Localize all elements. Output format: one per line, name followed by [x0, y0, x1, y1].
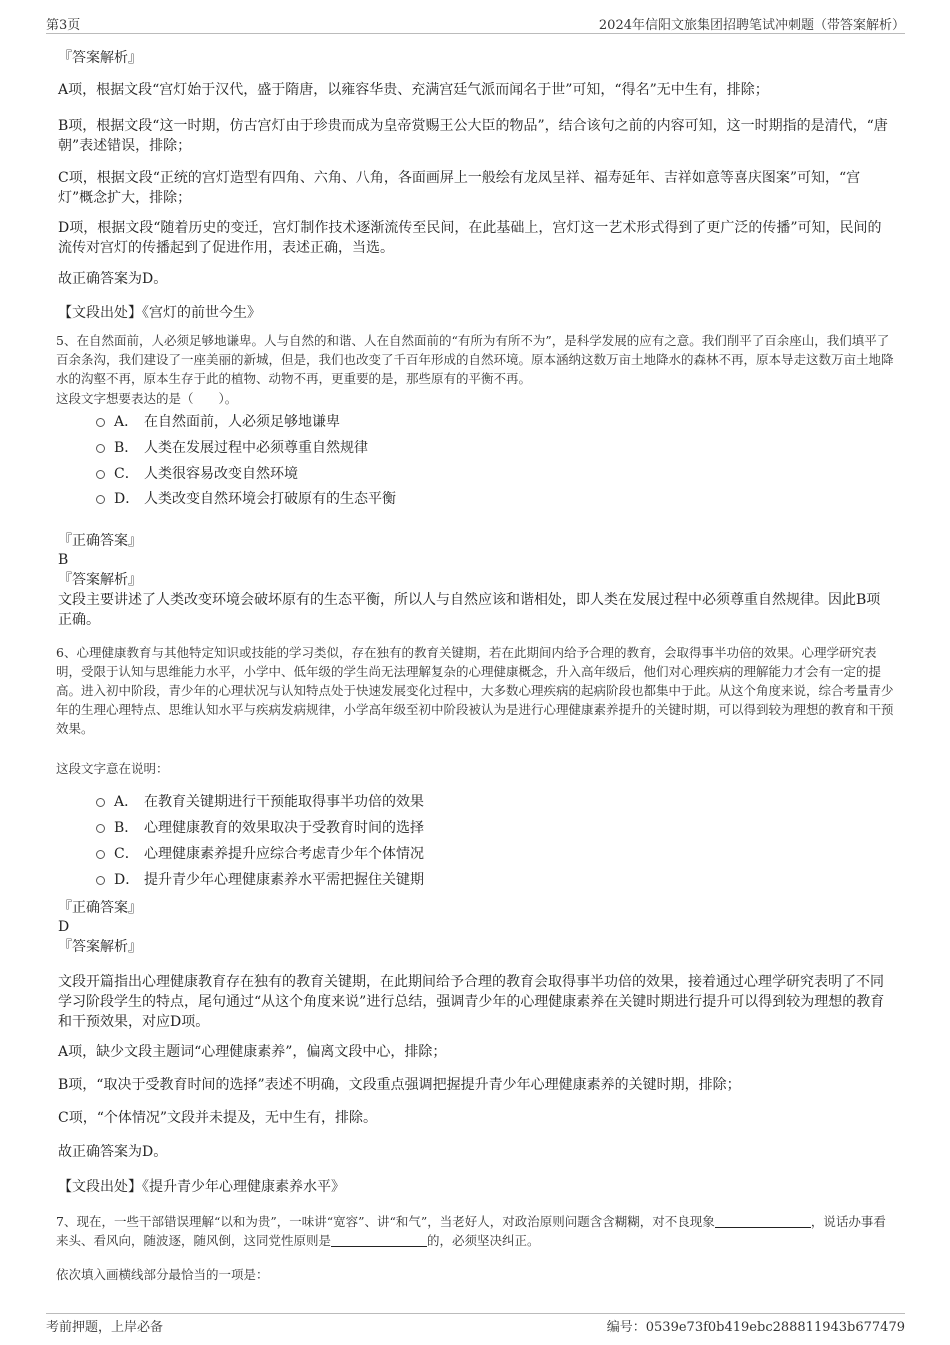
header-divider	[46, 33, 905, 34]
option-d[interactable]: D． 提升青少年心理健康素养水平需把握住关键期	[96, 870, 424, 890]
correct-answer-label: 『正确答案』	[58, 900, 142, 916]
radio-icon[interactable]	[96, 444, 105, 453]
fill-blank[interactable]	[715, 1215, 811, 1228]
option-b[interactable]: B． 心理健康教育的效果取决于受教育时间的选择	[96, 818, 424, 838]
analysis-paragraph: 文段主要讲述了人类改变环境会破坏原有的生态平衡，所以人与自然应该和谐相处，即人类在发展过程中必须尊重自然规律。因此B项正确。	[58, 592, 881, 628]
option-a[interactable]: A． 在自然面前，人必须足够地谦卑	[96, 412, 340, 432]
question-prompt: 依次填入画横线部分最恰当的一项是：	[56, 1267, 269, 1282]
radio-icon[interactable]	[96, 495, 105, 504]
analysis-paragraph: A项，缺少文段主题词“心理健康素养”，偏离文段中心，排除；	[58, 1044, 447, 1060]
question-text: 5、在自然面前，人必须足够地谦卑。人与自然的和谐、人在自然面前的“有所为有所不为”，是科学发展的应有之意。我们削平了百余座山，我们填平了百余条沟，我们建设了一座美丽的新城，但是，我们也改变了千百年形成的自然环境。原本涵纳这数万亩土地降水的森林不再，原本导走这数万亩土地降水的沟壑不再，原本生存于此的植物、动物不再，更重要的是，那些原有的平衡不再。	[56, 333, 894, 386]
option-a[interactable]: A． 在教育关键期进行干预能取得事半功倍的效果	[96, 792, 424, 812]
source-citation: 【文段出处】《提升青少年心理健康素养水平》	[58, 1179, 345, 1195]
analysis-paragraph: 文段开篇指出心理健康教育存在独有的教育关键期，在此期间给予合理的教育会取得事半功倍的效果，接着通过心理学研究表明了不同学习阶段学生的特点，尾句通过“从这个角度来说”进行总结，强调青少年的心理健康素养在关键时期进行提升可以得到较为理想的教育和干预效果，对应D项。	[58, 974, 885, 1030]
option-c[interactable]: C． 心理健康素养提升应综合考虑青少年个体情况	[96, 844, 424, 864]
radio-icon[interactable]	[96, 824, 105, 833]
analysis-paragraph: B项，“取决于受教育时间的选择”表述不明确，文段重点强调把握提升青少年心理健康素养的关键时期，排除；	[58, 1077, 741, 1093]
question-text: 7、现在，一些干部错误理解“以和为贵”，一味讲“宽容”、讲“和气”，当老好人，对政治原则问题含含糊糊，对不良现象 ，说话办事看来头、看风向，随波逐，随风倒，这同党性原则是 的，必须坚决纠正。	[56, 1214, 886, 1248]
radio-icon[interactable]	[96, 470, 105, 479]
option-d[interactable]: D． 人类改变自然环境会打破原有的生态平衡	[96, 489, 396, 509]
radio-icon[interactable]	[96, 798, 105, 807]
correct-answer-label: 『正确答案』	[58, 533, 142, 549]
correct-answer: D	[58, 919, 70, 935]
analysis-paragraph: A项，根据文段“宫灯始于汉代，盛于隋唐，以雍容华贵、充满宫廷气派而闻名于世”可知，“得名”无中生有，排除；	[58, 82, 769, 98]
analysis-label: 『答案解析』	[58, 939, 142, 955]
analysis-paragraph: B项，根据文段“这一时期，仿古宫灯由于珍贵而成为皇帝赏赐王公大臣的物品”，结合该句之前的内容可知，这一时期指的是清代，“唐朝”表述错误，排除；	[58, 118, 888, 154]
question-text: 6、心理健康教育与其他特定知识或技能的学习类似，存在独有的教育关键期，若在此期间内给予合理的教育，会取得事半功倍的效果。心理学研究表明，受限于认知与思维能力水平，小学中、低年级的学生尚无法理解复杂的心理健康概念，升入高年级后，他们对心理疾病的理解能力才会有一定的提高。进入初中阶段，青少年的心理状况与认知特点处于快速发展变化过程中，大多数心理疾病的起病阶段也都集中于此。从这个角度来说，综合考量青少年的生理心理特点、思维认知水平与疾病发病规律，小学高年级至初中阶段被认为是进行心理健康素养提升的关键时期，可以得到较为理想的教育和干预效果。	[56, 645, 894, 736]
fill-blank[interactable]	[331, 1234, 427, 1247]
analysis-paragraph: C项，根据文段“正统的宫灯造型有四角、六角、八角，各面画屏上一般绘有龙凤呈祥、福寿延年、吉祥如意等喜庆图案”可知，“宫灯”概念扩大，排除；	[58, 170, 861, 206]
footer-divider	[46, 1313, 905, 1314]
page-number: 第3页	[46, 18, 81, 33]
document-title: 2024年信阳文旅集团招聘笔试冲刺题（带答案解析）	[598, 18, 905, 33]
question-prompt: 这段文字意在说明：	[56, 761, 169, 776]
correct-answer: B	[58, 552, 69, 568]
page-header	[0, 0, 950, 36]
footer-slogan: 考前押题，上岸必备	[46, 1320, 164, 1335]
source-citation: 【文段出处】《宫灯的前世今生》	[58, 305, 261, 321]
radio-icon[interactable]	[96, 876, 105, 885]
document-id: 编号：0539e73f0b419ebc288811943b677479	[606, 1320, 905, 1335]
analysis-paragraph: C项，“个体情况”文段并未提及，无中生有，排除。	[58, 1110, 378, 1126]
analysis-paragraph: D项，根据文段“随着历史的变迁，宫灯制作技术逐渐流传至民间，在此基础上，宫灯这一艺术形式得到了更广泛的传播”可知，民间的流传对宫灯的传播起到了促进作用，表述正确，当选。	[58, 220, 882, 256]
radio-icon[interactable]	[96, 850, 105, 859]
question-prompt: 这段文字想要表达的是（ ）。	[56, 391, 238, 406]
answer-conclusion: 故正确答案为D。	[58, 271, 168, 287]
answer-conclusion: 故正确答案为D。	[58, 1144, 168, 1160]
option-c[interactable]: C． 人类很容易改变自然环境	[96, 464, 298, 484]
option-b[interactable]: B． 人类在发展过程中必须尊重自然规律	[96, 438, 368, 458]
radio-icon[interactable]	[96, 418, 105, 427]
analysis-label: 『答案解析』	[58, 572, 142, 588]
analysis-label: 『答案解析』	[58, 50, 142, 66]
